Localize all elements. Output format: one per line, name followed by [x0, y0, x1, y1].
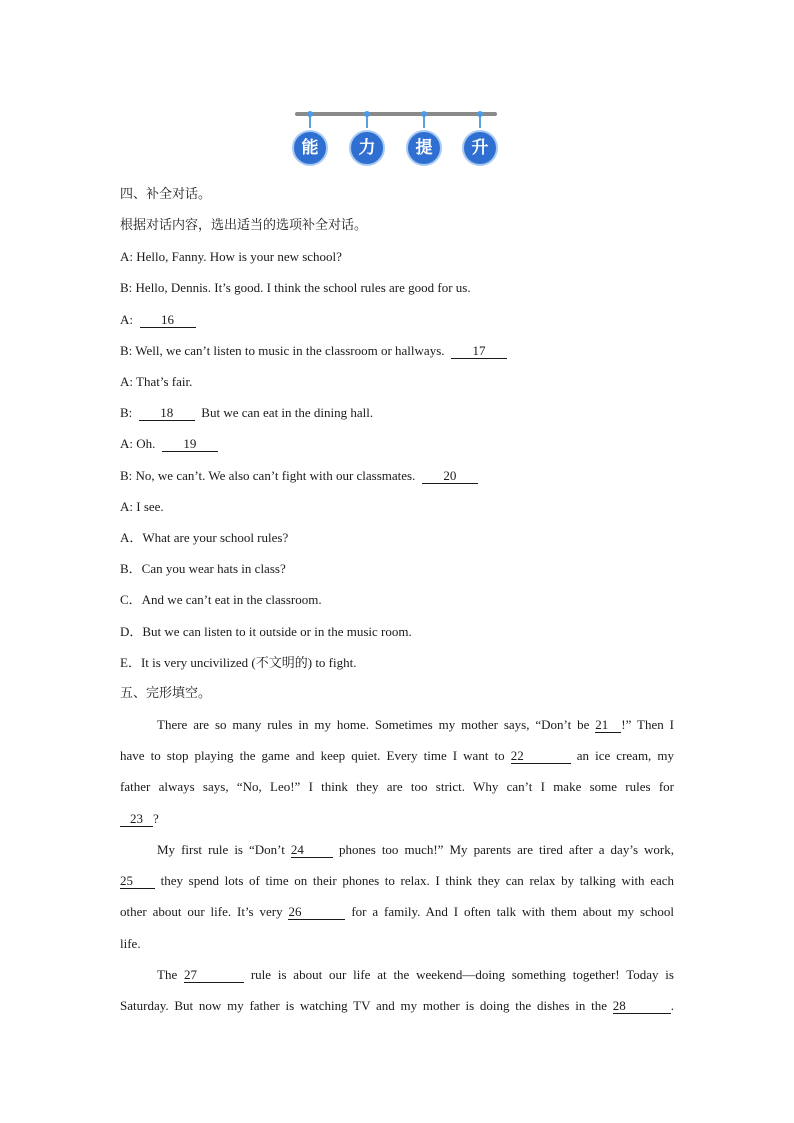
- cloze-text: phones too much!” My parents are tired after a day’s work,: [332, 842, 674, 857]
- cloze-line: [120, 803, 674, 834]
- cloze-blank-22[interactable]: 22: [511, 749, 571, 764]
- badge-char: 能: [292, 130, 328, 166]
- badge-dot: [364, 111, 370, 117]
- dialogue-text: B: Well, we can’t listen to music in the classroom or hallways.: [120, 343, 451, 358]
- section-badge: [292, 110, 502, 170]
- dialogue-line: A: I see.: [120, 499, 164, 514]
- cloze-text: an ice cream, my: [570, 748, 674, 764]
- dialogue-line: B: Hello, Dennis. It’s good. I think the school rules are good for us.: [120, 280, 471, 295]
- cloze-text: other about our life. It’s very: [120, 904, 289, 920]
- dialogue-line: [120, 468, 478, 484]
- dialogue-line: [120, 436, 218, 452]
- cloze-line: [120, 896, 674, 927]
- cloze-text: they spend lots of time on their phones to relax. I think they can relax by talking with each: [155, 873, 674, 889]
- cloze-blank-26[interactable]: 26: [288, 905, 345, 920]
- cloze-paragraph-1: [120, 709, 674, 834]
- answer-blank-19[interactable]: 19: [162, 437, 218, 452]
- option-e: E．It is very uncivilized (不文明的) to fight.: [120, 655, 357, 670]
- cloze-line: father always says, “No, Leo!” I think they are too strict. Why can’t I make some rules for: [120, 779, 674, 795]
- cloze-blank-28[interactable]: 28: [613, 999, 671, 1014]
- cloze-text: The: [157, 967, 185, 982]
- section4-instruction: 根据对话内容，选出适当的选项补全对话。: [120, 218, 368, 233]
- cloze-line: [120, 990, 674, 1021]
- badge-dot: [421, 111, 427, 117]
- cloze-text: rule is about our life at the weekend—doing something together! Today is: [244, 967, 674, 982]
- section4-heading: 四、补全对话。: [120, 187, 212, 202]
- cloze-blank-24[interactable]: 24: [291, 843, 333, 858]
- dialogue-text: A: Oh.: [120, 436, 162, 451]
- option-c: C．And we can’t eat in the classroom.: [120, 592, 322, 607]
- dialogue-text: A:: [120, 312, 140, 327]
- dialogue-line: A: That’s fair.: [120, 374, 193, 389]
- badge-dot: [477, 111, 483, 117]
- cloze-text: !” Then I: [621, 717, 674, 732]
- dialogue-line: [120, 405, 373, 421]
- cloze-blank-27[interactable]: 27: [184, 968, 244, 983]
- dialogue-text: But we can eat in the dining hall.: [194, 405, 374, 420]
- cloze-text: ?: [153, 810, 159, 826]
- cloze-blank-21[interactable]: 21: [595, 718, 621, 733]
- cloze-text: for a family. And I often talk with them about my school: [345, 904, 674, 920]
- dialogue-text: B:: [120, 405, 139, 420]
- option-a: A．What are your school rules?: [120, 530, 289, 545]
- cloze-line: [120, 959, 674, 990]
- badge-char: 升: [462, 130, 498, 166]
- dialogue-line: A: Hello, Fanny. How is your new school?: [120, 249, 342, 264]
- dialogue-line: [120, 343, 507, 359]
- cloze-paragraph-2: [120, 834, 674, 959]
- answer-blank-20[interactable]: 20: [422, 469, 478, 484]
- cloze-blank-25[interactable]: 25: [120, 874, 155, 889]
- cloze-line: [120, 709, 674, 740]
- badge-char: 提: [406, 130, 442, 166]
- dialogue-line: [120, 312, 196, 328]
- answer-blank-18[interactable]: 18: [139, 406, 195, 421]
- cloze-line: [120, 740, 674, 771]
- cloze-text: There are so many rules in my home. Sometimes my mother says, “Don’t be: [157, 717, 596, 732]
- section5-heading: 五、完形填空。: [120, 686, 212, 701]
- dialogue-text: B: No, we can’t. We also can’t fight with our classmates.: [120, 468, 422, 483]
- badge-bar: [295, 112, 497, 116]
- cloze-text: Saturday. But now my father is watching TV and my mother is doing the dishes in the: [120, 998, 613, 1014]
- cloze-paragraph-3: [120, 959, 674, 1021]
- badge-char: 力: [349, 130, 385, 166]
- cloze-line: life.: [120, 935, 141, 951]
- cloze-text: have to stop playing the game and keep quiet. Every time I want to: [120, 748, 511, 764]
- cloze-text: My first rule is “Don’t: [157, 842, 291, 857]
- cloze-line: [120, 834, 674, 865]
- cloze-blank-23[interactable]: 23: [120, 812, 153, 827]
- badge-dot: [307, 111, 313, 117]
- option-b: B．Can you wear hats in class?: [120, 561, 286, 576]
- option-d: D．But we can listen to it outside or in the music room.: [120, 624, 412, 639]
- answer-blank-16[interactable]: 16: [140, 313, 196, 328]
- cloze-line: [120, 865, 674, 896]
- cloze-text: .: [670, 998, 674, 1014]
- answer-blank-17[interactable]: 17: [451, 344, 507, 359]
